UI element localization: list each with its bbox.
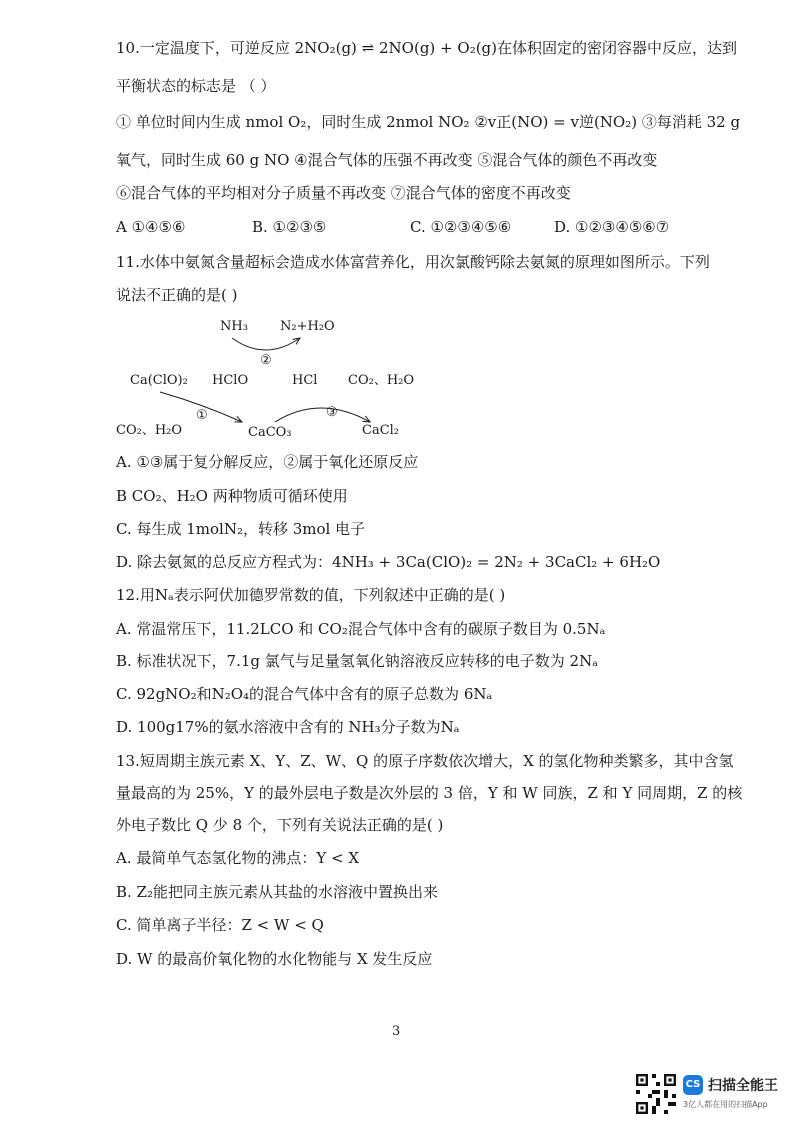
q13-stem-line1: 13.短周期主族元素 X、Y、Z、W、Q 的原子序数依次增大，X 的氢化物种类繁多，其中含氢 bbox=[116, 752, 734, 770]
label-hclo: HClO bbox=[212, 373, 249, 388]
q10-stem-line5: ⑥混合气体的平均相对分子质量不再改变 ⑦混合气体的密度不再改变 bbox=[116, 184, 571, 202]
page-number: 3 bbox=[392, 1024, 401, 1039]
label-cacl2: CaCl₂ bbox=[362, 423, 400, 438]
label-co2-h2o-right: CO₂、H₂O bbox=[348, 373, 415, 388]
arrow-step3 bbox=[275, 408, 370, 422]
q12-option-c: C. 92gNO₂和N₂O₄的混合气体中含有的原子总数为 6Nₐ bbox=[116, 685, 493, 703]
q12-option-b: B. 标准状况下，7.1g 氯气与足量氢氧化钠溶液反应转移的电子数为 2Nₐ bbox=[116, 652, 599, 670]
q13-option-a: A. 最简单气态氢化物的沸点：Y < X bbox=[116, 849, 360, 867]
scanner-app-name: 扫描全能王 bbox=[708, 1078, 778, 1094]
label-ca-clo2: Ca(ClO)₂ bbox=[130, 373, 188, 388]
q10-option-d: D. ①②③④⑤⑥⑦ bbox=[554, 218, 670, 236]
q10-stem-line4: 氧气，同时生成 60 g NO ④混合气体的压强不再改变 ⑤混合气体的颜色不再改变 bbox=[116, 151, 658, 169]
scanner-app-tagline: 3亿人都在用的扫描App bbox=[683, 1100, 768, 1109]
q11-option-d: D. 除去氨氮的总反应方程式为：4NH₃ + 3Ca(ClO)₂ = 2N₂ + 3CaCl₂ + 6H₂O bbox=[116, 553, 661, 571]
q13-option-d: D. W 的最高价氧化物的水化物能与 X 发生反应 bbox=[116, 950, 433, 968]
q10-option-c: C. ①②③④⑤⑥ bbox=[410, 218, 512, 236]
q12-option-a: A. 常温常压下，11.2LCO 和 CO₂混合气体中含有的碳原子数目为 0.5Nₐ bbox=[116, 620, 606, 638]
camscanner-logo-icon: CS bbox=[683, 1075, 703, 1095]
reaction-cycle-diagram bbox=[110, 312, 430, 442]
label-hcl: HCl bbox=[292, 373, 318, 388]
q10-stem-line3: ① 单位时间内生成 nmol O₂，同时生成 2nmol NO₂ ②v正(NO) = v逆(NO₂) ③每消耗 32 g bbox=[116, 113, 741, 131]
q13-stem-line2: 量最高的为 25%，Y 的最外层电子数是次外层的 3 倍，Y 和 W 同族，Z 和 Y 同周期，Z 的核 bbox=[116, 784, 743, 802]
q13-option-c: C. 简单离子半径：Z < W < Q bbox=[116, 916, 324, 934]
q10-stem-line2: 平衡状态的标志是 （ ） bbox=[116, 77, 276, 95]
label-nh3: NH₃ bbox=[220, 319, 248, 334]
label-step2: ② bbox=[260, 353, 272, 368]
q12-stem: 12.用Nₐ表示阿伏加德罗常数的值，下列叙述中正确的是( ) bbox=[116, 586, 506, 604]
qr-code-icon bbox=[636, 1074, 676, 1114]
q11-stem-line2: 说法不正确的是( ) bbox=[116, 286, 238, 304]
label-step3: ③ bbox=[326, 405, 338, 420]
q13-stem-line3: 外电子数比 Q 少 8 个，下列有关说法正确的是( ) bbox=[116, 816, 444, 834]
q11-stem-line1: 11.水体中氨氮含量超标会造成水体富营养化，用次氯酸钙除去氨氮的原理如图所示。下列 bbox=[116, 253, 710, 271]
q10-stem-line1: 10.一定温度下，可逆反应 2NO₂(g) ⇌ 2NO(g) + O₂(g)在体积固定的密闭容器中反应，达到 bbox=[116, 39, 738, 57]
q10-option-b: B. ①②③⑤ bbox=[252, 218, 327, 236]
q12-option-d: D. 100g17%的氨水溶液中含有的 NH₃分子数为Nₐ bbox=[116, 718, 460, 736]
label-co2-h2o-left: CO₂、H₂O bbox=[116, 423, 183, 438]
q11-option-c: C. 每生成 1molN₂，转移 3mol 电子 bbox=[116, 520, 366, 538]
label-caco3: CaCO₃ bbox=[248, 425, 292, 440]
q10-option-a: A ①④⑤⑥ bbox=[116, 218, 186, 236]
label-n2-h2o: N₂+H₂O bbox=[280, 319, 335, 334]
q11-option-b: B CO₂、H₂O 两种物质可循环使用 bbox=[116, 487, 348, 505]
q11-option-a: A. ①③属于复分解反应，②属于氧化还原反应 bbox=[116, 453, 419, 471]
label-step1: ① bbox=[196, 408, 208, 423]
arrow-step2 bbox=[232, 338, 300, 350]
q13-option-b: B. Z₂能把同主族元素从其盐的水溶液中置换出来 bbox=[116, 883, 438, 901]
